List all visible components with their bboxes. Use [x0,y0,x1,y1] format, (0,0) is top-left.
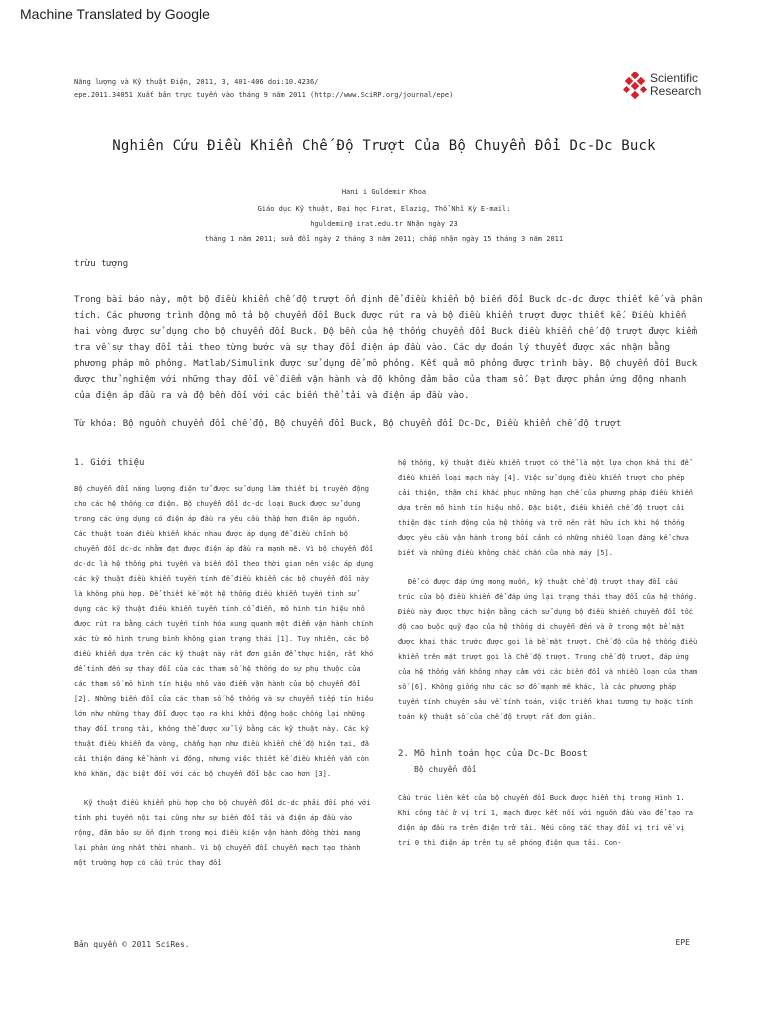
keywords: Từ khóa: Bộ nguồn chuyển đổi chế độ, Bộ chuyển đổi Buck, Bộ chuyển đổi Dc-Dc, Điều khiển chế độ trượt [74,419,622,429]
logo-word-scientific: Scientific [650,71,699,85]
logo-text [650,72,740,98]
paper-title: Nghiên Cứu Điều Khiển Chế Độ Trượt Của Bộ Chuyển Đổi Dc-Dc Buck [112,138,656,154]
received-dates-line: tháng 1 năm 2011; sửa đổi ngày 2 tháng 3 năm 2011; chấp nhận ngày 15 tháng 3 năm 2011 [204,235,564,243]
scirp-logo-icon [622,72,648,100]
journal-citation: Năng lượng và Kỹ thuật Điện, 2011, 3, 401-406 doi:10.4236/ [74,78,319,86]
body-paragraph: Cấu trúc liên kết của bộ chuyển đổi Buck được hiển thị trong Hình 1. Khi công tắc ở vị trí 1, mạch được kết nối với nguồn đầu vào để tạo ra điện áp đầu ra trên điện trở tải. Nếu công tắc thay đổi vị trí về vị trí 0 thì điện áp trên tụ sẽ phóng điện qua tải. Con- [398,794,694,847]
machine-translation-banner: Machine Translated by Google [20,6,210,22]
abstract-text: Trong bài báo này, một bộ điều khiển chế độ trượt ổn định để điều khiển bộ biến đổi Buck dc-dc được thiết kế và phân tích. Các phương trình động mô tả bộ chuyển đổi Buck được rút ra và bộ điều khiển trượt được thiết kế. Điều khiển hai vòng được sử dụng cho bộ chuyển đổi Buck. Độ bền của hệ thống chuyển đổi Buck điều khiển chế độ trượt được kiểm tra về sự thay đổi tải theo từng bước và sự thay đổi điện áp đầu vào. Các dự đoán lý thuyết được xác nhận bằng phương pháp mô phỏng. Matlab/Simulink được sử dụng để mô phỏng. Kết quả mô phỏng được trình bày. Bộ chuyển đổi Buck được thử nghiệm với những thay đổi về điểm vận hành và độ không đảm bảo của tham số. Đạt được phản ứng động nhanh của điện áp đầu ra và độ bền đối với các biến thể tải và điện áp đầu vào. [74,295,703,401]
body-paragraph: Kỹ thuật điều khiển phù hợp cho bộ chuyển đổi dc-dc phải đối phó với tính phi tuyến nội tại cũng như sự biến đổi tải và điện áp đầu vào rộng, đảm bảo sự ổn định trong mọi điều kiện vận hành đồng thời mang lại phản ứng nhất thời nhanh. Vì bộ chuyển đổi chuyển mạch tạo thành một trường hợp có cấu trúc thay đổi [74,799,371,867]
author-affiliation [0,202,768,247]
left-column [74,456,374,885]
body-paragraph: Để có được đáp ứng mong muốn, kỹ thuật chế độ trượt thay đổi cấu trúc của bộ điều khiển để đáp ứng lại trạng thái thay đổi của hệ thống. Điều này được thực hiện bằng cách sử dụng bộ điều khiển chuyển đổi tốc độ cao buộc quỹ đạo của hệ thống di chuyển đến và ở trong một bề mặt được khai thác trước được gọi là bề mặt trượt. Chế độ của hệ thống điều khiển trên mặt trượt gọi là Chế độ trượt. Trong chế độ trượt, đáp ứng của hệ thống vẫn không nhạy cảm với các biến đổi và nhiễu loạn của tham số [6]. Không giống như các sơ đồ mạnh mẽ khác, là các phương pháp tuyến tính chuyên sâu về tính toán, việc triển khai tương tự hoặc tính toán kỹ thuật số của chế độ trượt rất đơn giản. [398,578,698,721]
body-paragraph: Bộ chuyển đổi năng lượng điện tử được sử dụng làm thiết bị truyền động cho các hệ thống cơ điện. Bộ chuyển đổi dc-dc loại Buck được sử dụng trong các ứng dụng có điện áp đầu ra yêu cầu thấp hơn điện áp nguồn. Các thuật toán điều khiển khác nhau được áp dụng để điều chỉnh bộ chuyển đổi dc-dc nhằm đạt được điện áp đầu ra mạnh mẽ. Vì bộ chuyển đổi dc-dc là hệ thống phi tuyến và biến đổi theo thời gian nên việc áp dụng các kỹ thuật điều khiển tuyến tính để điều khiển các bộ chuyển đổi này là không phù hợp. Để thiết kế một hệ thống điều khiển tuyến tính sử dụng các kỹ thuật điều khiển tuyến tính cổ điển, mô hình tín hiệu nhỏ được rút ra bằng cách tuyến tính hóa xung quanh một điểm vận hành chính xác từ mô hình trung bình không gian trạng thái [1]. Tuy nhiên, các bộ điều khiển dựa trên các kỹ thuật này rất đơn giản để thực hiện, rất khó để tính đến sự thay đổi của các tham số hệ thống do sự phụ thuộc của các tham số mô hình tín hiệu nhỏ vào điểm vận hành của bộ chuyển đổi [2]. Những biến đổi của các tham số hệ thống và sự chuyển tiếp tín hiệu lớn như những thay đổi được tạo ra khi khởi động hoặc chống lại những thay đổi trong tải, không thể được xử lý bằng các kỹ thuật này. Các kỹ thuật điều khiển đa vòng, chẳng hạn như điều khiển chế độ hiện tại, đã cải thiện đáng kể hành vi động, nhưng việc thiết kế điều khiển vẫn còn khó khăn, đặc biệt đối với các bộ chuyển đổi bậc cao hơn [3]. [74,485,374,778]
copyright-footer: Bản quyền © 2011 SciRes. [74,940,190,949]
section-heading-continuation: Bộ chuyển đổi [414,765,477,774]
journal-header [74,76,534,102]
section-heading-introduction: 1. Giới thiệu [74,458,145,468]
right-column [398,456,698,865]
abstract-heading: trừu tượng [74,259,129,269]
section-heading-model: 2. Mô hình toán học của Dc-Dc Boost [398,749,588,759]
logo-word-research: Research [650,84,702,98]
body-paragraph: hệ thống, kỹ thuật điều khiển trượt có thể là một lựa chọn khả thi để điều khiển loại mạch này [4]. Việc sử dụng điều khiển trượt cho phép cải thiện, thậm chí khắc phục những hạn chế của phương pháp điều khiển dựa trên mô hình tín hiệu nhỏ. Đặc biệt, điều khiển chế độ trượt cải thiện đặc tính động của hệ thống và trở nên rất hữu ích khi hệ thống được yêu cầu vận hành trong bối cảnh có những nhiễu loạn đáng kể chưa biết và những điều không chắc chắn của nhà máy [5]. [398,459,694,557]
journal-abbrev-footer: EPE [675,938,690,947]
affiliation-line: Giáo dục Kỹ thuật, Đại học Firat, Elazig, Thổ Nhĩ Kỳ E-mail: [257,205,511,213]
paper-authors: Hani i Guldemir Khoa [341,188,427,196]
author-email-line: hguldemir@ irat.edu.tr Nhận ngày 23 [310,220,458,228]
journal-publication-info: epe.2011.34051 Xuất bản trực tuyến vào tháng 9 năm 2011 (http://www.SciRP.org/journal/epe) [74,91,454,99]
scientific-research-logo [622,72,732,102]
